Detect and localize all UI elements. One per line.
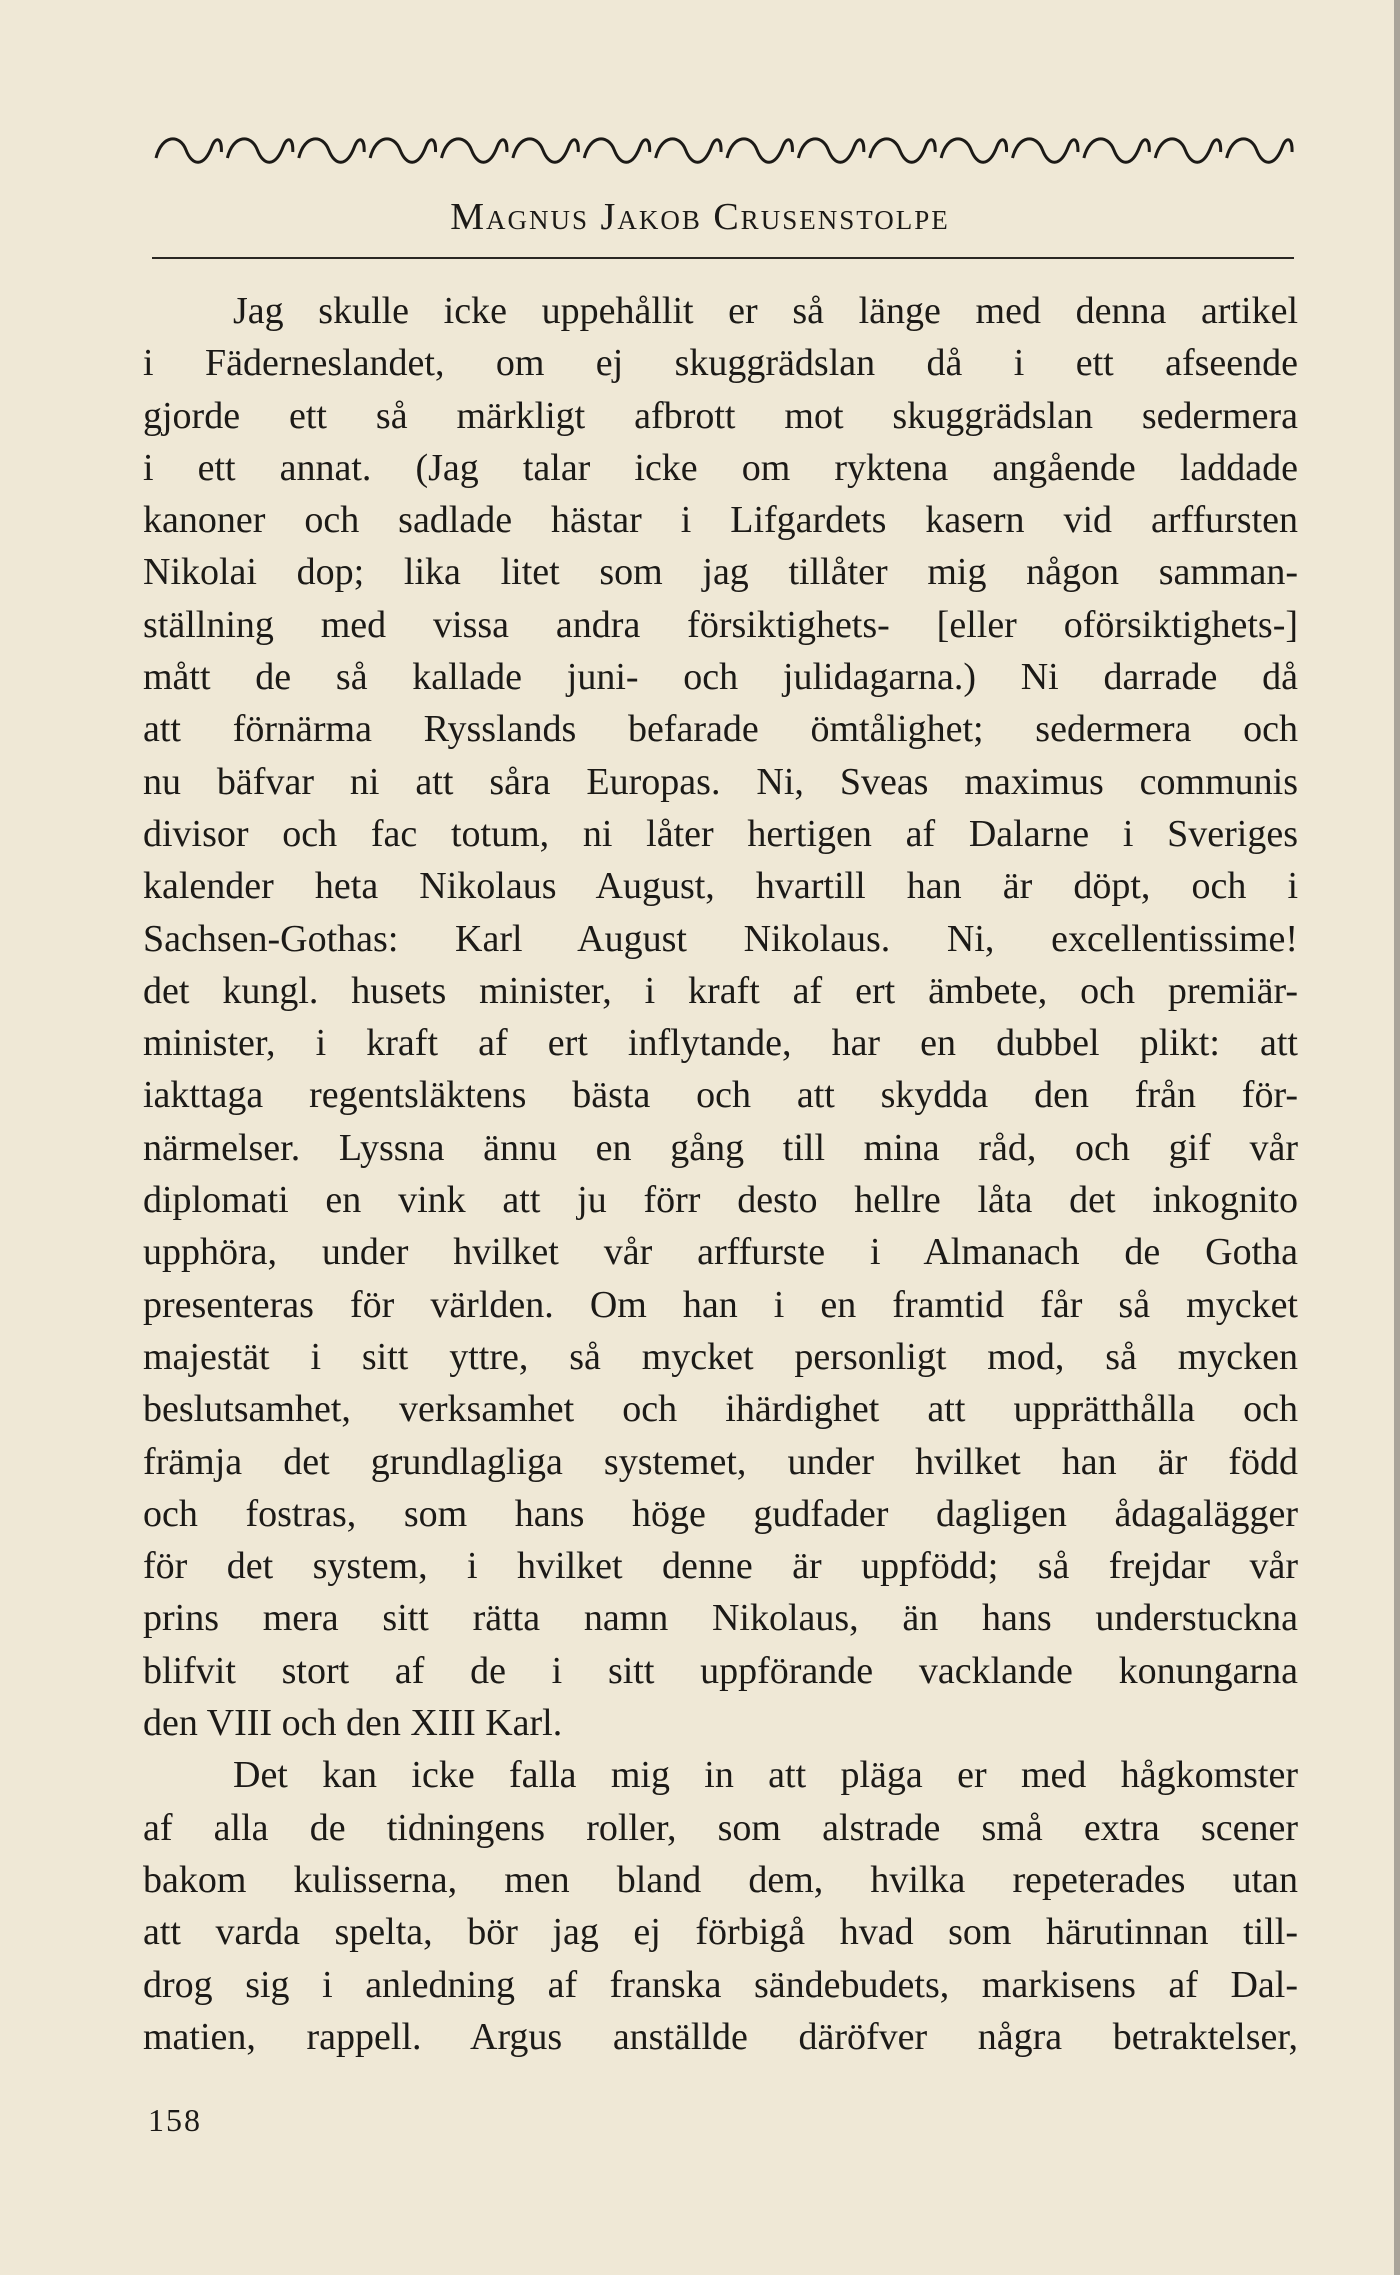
ornament-wave bbox=[1084, 139, 1149, 162]
ornament-wave bbox=[727, 139, 792, 162]
text-line: matien, rappell. Argus anställde däröfver några betraktelser, bbox=[143, 2015, 1298, 2058]
ornament-wave bbox=[370, 139, 435, 162]
ornament-wave bbox=[227, 139, 292, 162]
text-line: iakttaga regentsläktens bästa och att skydda den från för- bbox=[143, 1074, 1298, 1117]
ornament-wave bbox=[1155, 139, 1220, 162]
ornament-wave bbox=[584, 139, 649, 162]
body-text bbox=[143, 285, 1298, 2063]
text-line: Sachsen-Gothas: Karl August Nikolaus. Ni, excellentissime! bbox=[143, 917, 1298, 960]
ornament-wave bbox=[941, 139, 1006, 162]
text-line: kanoner och sadlade hästar i Lifgardets kasern vid arffursten bbox=[143, 499, 1298, 542]
text-line: att förnärma Rysslands befarade ömtålighet; sedermera och bbox=[143, 708, 1298, 751]
text-line: blifvit stort af de i sitt uppförande vacklande konungarna bbox=[143, 1649, 1298, 1692]
ornament-wave bbox=[513, 139, 578, 162]
text-line: för det system, i hvilket denne är uppfödd; så frejdar vår bbox=[143, 1545, 1298, 1588]
ornament-wave bbox=[1013, 139, 1078, 162]
header-rule bbox=[152, 257, 1294, 259]
text-line: Jag skulle icke uppehållit er så länge med denna artikel bbox=[233, 290, 1298, 332]
page-number: 158 bbox=[148, 2102, 202, 2138]
text-line: drog sig i anledning af franska sändebudets, markisens af Dal- bbox=[143, 1963, 1298, 2006]
text-line: bakom kulisserna, men bland dem, hvilka repeterades utan bbox=[143, 1858, 1298, 1901]
text-line: ställning med vissa andra försiktighets- [eller oförsiktighets-] bbox=[143, 603, 1298, 646]
text-line: i Fäderneslandet, om ej skuggrädslan då i ett afseende bbox=[143, 342, 1298, 385]
text-line: prins mera sitt rätta namn Nikolaus, än hans understuckna bbox=[143, 1597, 1298, 1640]
text-line: gjorde ett så märkligt afbrott mot skuggrädslan sedermera bbox=[143, 394, 1298, 437]
page-edge bbox=[1394, 0, 1400, 2275]
ornament-wave bbox=[156, 139, 221, 162]
text-line: diplomati en vink att ju förr desto hellre låta det inkognito bbox=[143, 1179, 1298, 1222]
ornament-wave bbox=[798, 139, 863, 162]
running-head: Magnus Jakob Crusenstolpe bbox=[450, 196, 950, 238]
text-line: presenteras för världen. Om han i en framtid får så mycket bbox=[143, 1283, 1298, 1326]
text-line: den VIII och den XIII Karl. bbox=[143, 1702, 563, 1745]
text-line: främja det grundlagliga systemet, under hvilket han är född bbox=[143, 1440, 1298, 1483]
text-line: i ett annat. (Jag talar icke om ryktena angående laddade bbox=[143, 446, 1298, 489]
text-line: närmelser. Lyssna ännu en gång till mina råd, och gif vår bbox=[143, 1126, 1298, 1169]
text-line: af alla de tidningens roller, som alstrade små extra scener bbox=[143, 1806, 1298, 1849]
text-line: divisor och fac totum, ni låter hertigen af Dalarne i Sveriges bbox=[143, 812, 1298, 855]
text-line: Nikolai dop; lika litet som jag tillåter mig någon samman- bbox=[143, 551, 1298, 594]
text-line: Det kan icke falla mig in att pläga er med hågkomster bbox=[233, 1754, 1298, 1797]
text-line: mått de så kallade juni- och julidagarna.) Ni darrade då bbox=[143, 656, 1298, 699]
ornament-wave bbox=[1227, 139, 1292, 162]
text-line: upphöra, under hvilket vår arffurste i Almanach de Gotha bbox=[143, 1231, 1298, 1274]
ornament-wave bbox=[870, 139, 935, 162]
ornament-wave bbox=[442, 139, 507, 162]
text-line: nu bäfvar ni att såra Europas. Ni, Sveas maximus communis bbox=[143, 760, 1298, 803]
ornamental-border bbox=[152, 128, 1294, 172]
text-line: kalender heta Nikolaus August, hvartill han är döpt, och i bbox=[143, 865, 1298, 908]
text-line: majestät i sitt yttre, så mycket personligt mod, så mycken bbox=[143, 1335, 1298, 1378]
text-line: att varda spelta, bör jag ej förbigå hvad som härutinnan till- bbox=[143, 1911, 1298, 1954]
text-line: beslutsamhet, verksamhet och ihärdighet att upprätthålla och bbox=[143, 1388, 1298, 1431]
ornament-wave bbox=[299, 139, 364, 162]
text-line: det kungl. husets minister, i kraft af ert ämbete, och premiär- bbox=[143, 969, 1298, 1012]
text-line: och fostras, som hans höge gudfader dagligen ådagalägger bbox=[143, 1492, 1298, 1535]
text-line: minister, i kraft af ert inflytande, har en dubbel plikt: att bbox=[143, 1022, 1298, 1065]
ornament-wave bbox=[656, 139, 721, 162]
